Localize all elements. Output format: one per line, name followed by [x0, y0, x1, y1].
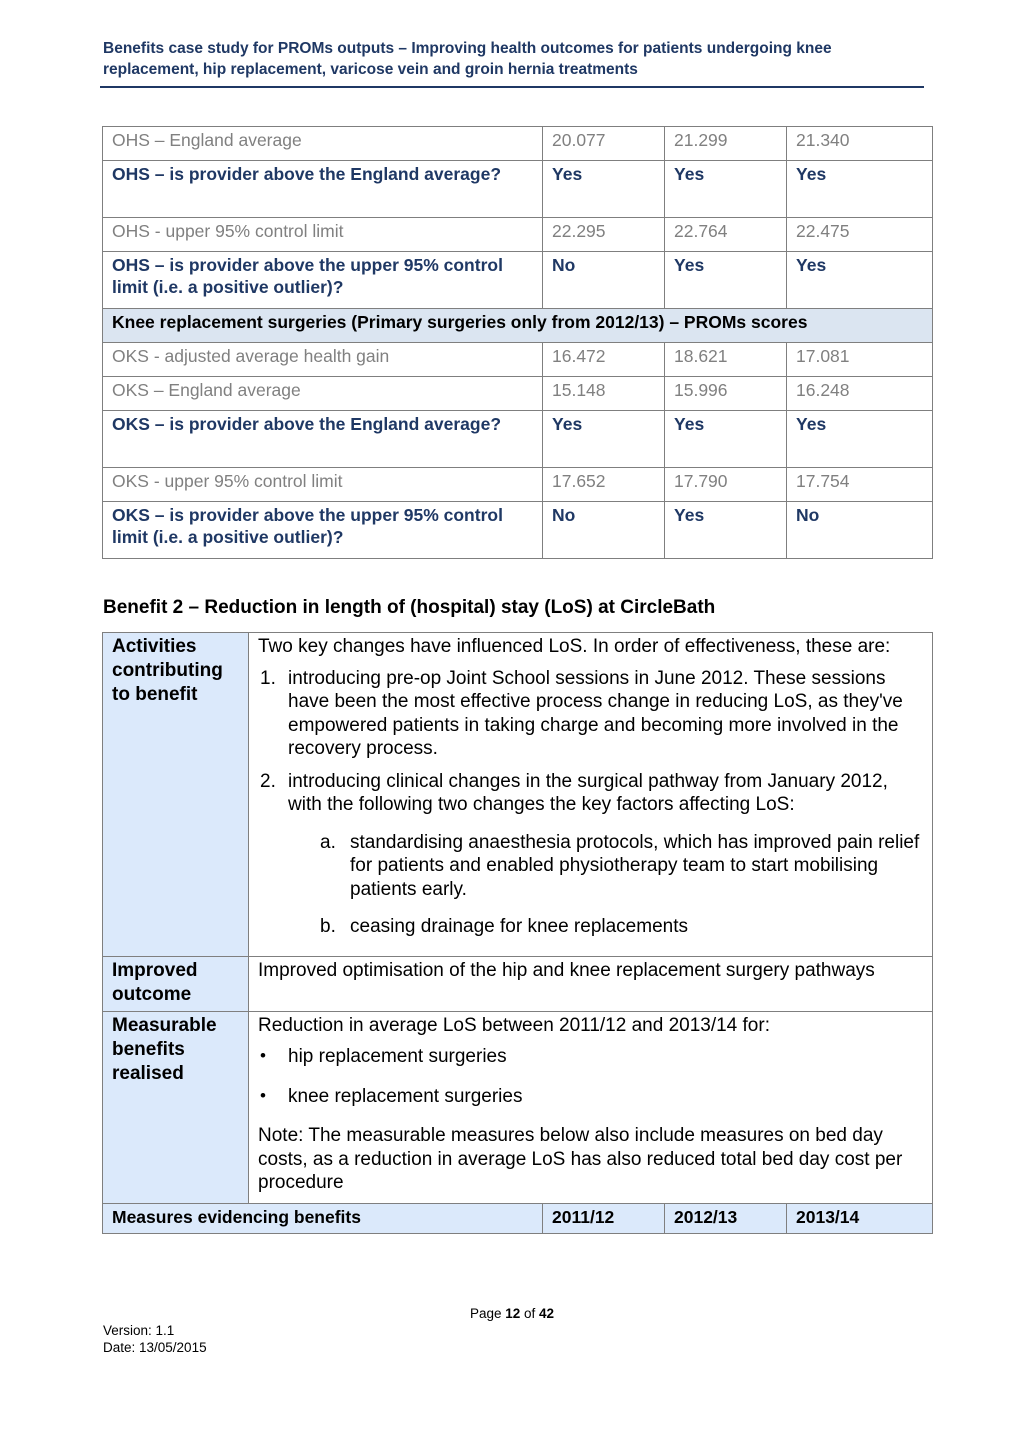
value-cell: Yes: [787, 411, 933, 468]
row-label: OHS - upper 95% control limit: [103, 218, 543, 252]
measurable-intro: Reduction in average LoS between 2011/12 and 2013/14 for:: [258, 1014, 770, 1036]
row-label: OKS – is provider above the England average?: [103, 411, 543, 468]
total-pages: 42: [539, 1306, 555, 1321]
table-row: [103, 161, 933, 218]
value-cell: 17.081: [787, 343, 933, 377]
activities-intro: Two key changes have influenced LoS. In order of effectiveness, these are:: [258, 636, 891, 657]
value-cell: Yes: [787, 161, 933, 218]
value-cell: Yes: [543, 411, 665, 468]
value-cell: 15.996: [665, 377, 787, 411]
list-marker: 2.: [260, 770, 276, 792]
row-label: OHS – is provider above the upper 95% control limit (i.e. a positive outlier)?: [103, 252, 543, 309]
value-cell: 17.652: [543, 468, 665, 502]
list-item-text: introducing pre-op Joint School sessions in June 2012. These sessions have been the most effective process change in reducing LoS, as they've empowered patients in taking charge and becoming more involved in the recovery process.: [288, 667, 903, 759]
activities-label: Activities contributing to benefit: [103, 633, 249, 957]
value-cell: 16.472: [543, 343, 665, 377]
value-cell: 22.475: [787, 218, 933, 252]
value-cell: 15.148: [543, 377, 665, 411]
list-item: [258, 1085, 922, 1109]
date-text: Date: 13/05/2015: [103, 1340, 207, 1355]
bullet-icon: •: [260, 1046, 266, 1065]
improved-outcome-text: Improved optimisation of the hip and knee replacement surgery pathways: [249, 956, 933, 1011]
table-row: [103, 127, 933, 161]
table-row: [103, 411, 933, 468]
table-row: [103, 218, 933, 252]
footer-meta: [103, 1322, 207, 1356]
year-header: 2011/12: [543, 1203, 665, 1233]
table-row: [103, 377, 933, 411]
value-cell: No: [543, 252, 665, 309]
value-cell: 22.295: [543, 218, 665, 252]
list-item-text: hip replacement surgeries: [288, 1046, 507, 1067]
value-cell: 21.340: [787, 127, 933, 161]
list-item: [258, 667, 922, 761]
value-cell: 22.764: [665, 218, 787, 252]
activities-row: [103, 633, 933, 957]
list-item-text: introducing clinical changes in the surgical pathway from January 2012, with the following two changes the key factors affecting LoS:: [288, 770, 888, 815]
value-cell: 17.790: [665, 468, 787, 502]
current-page: 12: [505, 1306, 521, 1321]
measurable-benefits-content: [249, 1011, 933, 1203]
measurable-note: Note: The measurable measures below also include measures on bed day costs, as a reduction in average LoS has also reduced total bed day cost per procedure: [258, 1125, 903, 1193]
measurable-benefits-label: Measurable benefits realised: [103, 1011, 249, 1203]
value-cell: No: [787, 502, 933, 559]
row-label: OKS - upper 95% control limit: [103, 468, 543, 502]
value-cell: 21.299: [665, 127, 787, 161]
measurable-benefits-row: [103, 1011, 933, 1203]
list-item-text: ceasing drainage for knee replacements: [350, 916, 688, 937]
version-text: Version: 1.1: [103, 1323, 175, 1338]
page-number: [0, 1306, 1024, 1321]
benefit-2-heading: Benefit 2 – Reduction in length of (hospital) stay (LoS) at CircleBath: [103, 597, 716, 618]
proms-scores-table: [102, 126, 933, 559]
bullet-icon: •: [260, 1085, 266, 1105]
value-cell: Yes: [543, 161, 665, 218]
list-item: [258, 770, 922, 817]
list-item: [258, 1045, 922, 1069]
row-label: OKS – is provider above the upper 95% control limit (i.e. a positive outlier)?: [103, 502, 543, 559]
year-header: 2012/13: [665, 1203, 787, 1233]
value-cell: 20.077: [543, 127, 665, 161]
measures-header-label: Measures evidencing benefits: [103, 1203, 543, 1233]
improved-outcome-label: Improved outcome: [103, 956, 249, 1011]
row-label: OKS – England average: [103, 377, 543, 411]
value-cell: Yes: [665, 411, 787, 468]
page-of: of: [520, 1306, 540, 1321]
row-label: OHS – is provider above the England average?: [103, 161, 543, 218]
improved-outcome-row: [103, 956, 933, 1011]
document-header-title: Benefits case study for PROMs outputs – Improving health outcomes for patients undergoing knee replacement, hip replacement, varicose vein and groin hernia treatments: [103, 40, 832, 78]
section-heading: Knee replacement surgeries (Primary surgeries only from 2012/13) – PROMs scores: [103, 309, 933, 343]
list-marker: a.: [320, 831, 336, 853]
sub-list-item: [258, 831, 922, 902]
value-cell: 18.621: [665, 343, 787, 377]
list-item-text: standardising anaesthesia protocols, which has improved pain relief for patients and enabled physiotherapy team to start mobilising patients early.: [350, 831, 920, 900]
list-marker: 1.: [260, 667, 276, 689]
measures-header-row: [103, 1203, 933, 1233]
activities-content: [249, 633, 933, 957]
row-label: OKS - adjusted average health gain: [103, 343, 543, 377]
section-row: [103, 309, 933, 343]
value-cell: No: [543, 502, 665, 559]
table-row: [103, 468, 933, 502]
row-label: OHS – England average: [103, 127, 543, 161]
value-cell: Yes: [665, 252, 787, 309]
value-cell: 17.754: [787, 468, 933, 502]
value-cell: Yes: [665, 161, 787, 218]
header-divider: [100, 86, 924, 88]
page-prefix: Page: [469, 1306, 506, 1321]
list-marker: b.: [320, 916, 336, 937]
value-cell: Yes: [787, 252, 933, 309]
year-header: 2013/14: [787, 1203, 933, 1233]
table-row: [103, 502, 933, 559]
table-row: [103, 343, 933, 377]
list-item-text: knee replacement surgeries: [288, 1085, 523, 1107]
value-cell: 16.248: [787, 377, 933, 411]
sub-list-item: [258, 915, 922, 939]
benefit-2-table: [102, 632, 933, 1234]
value-cell: Yes: [665, 502, 787, 559]
table-row: [103, 252, 933, 309]
